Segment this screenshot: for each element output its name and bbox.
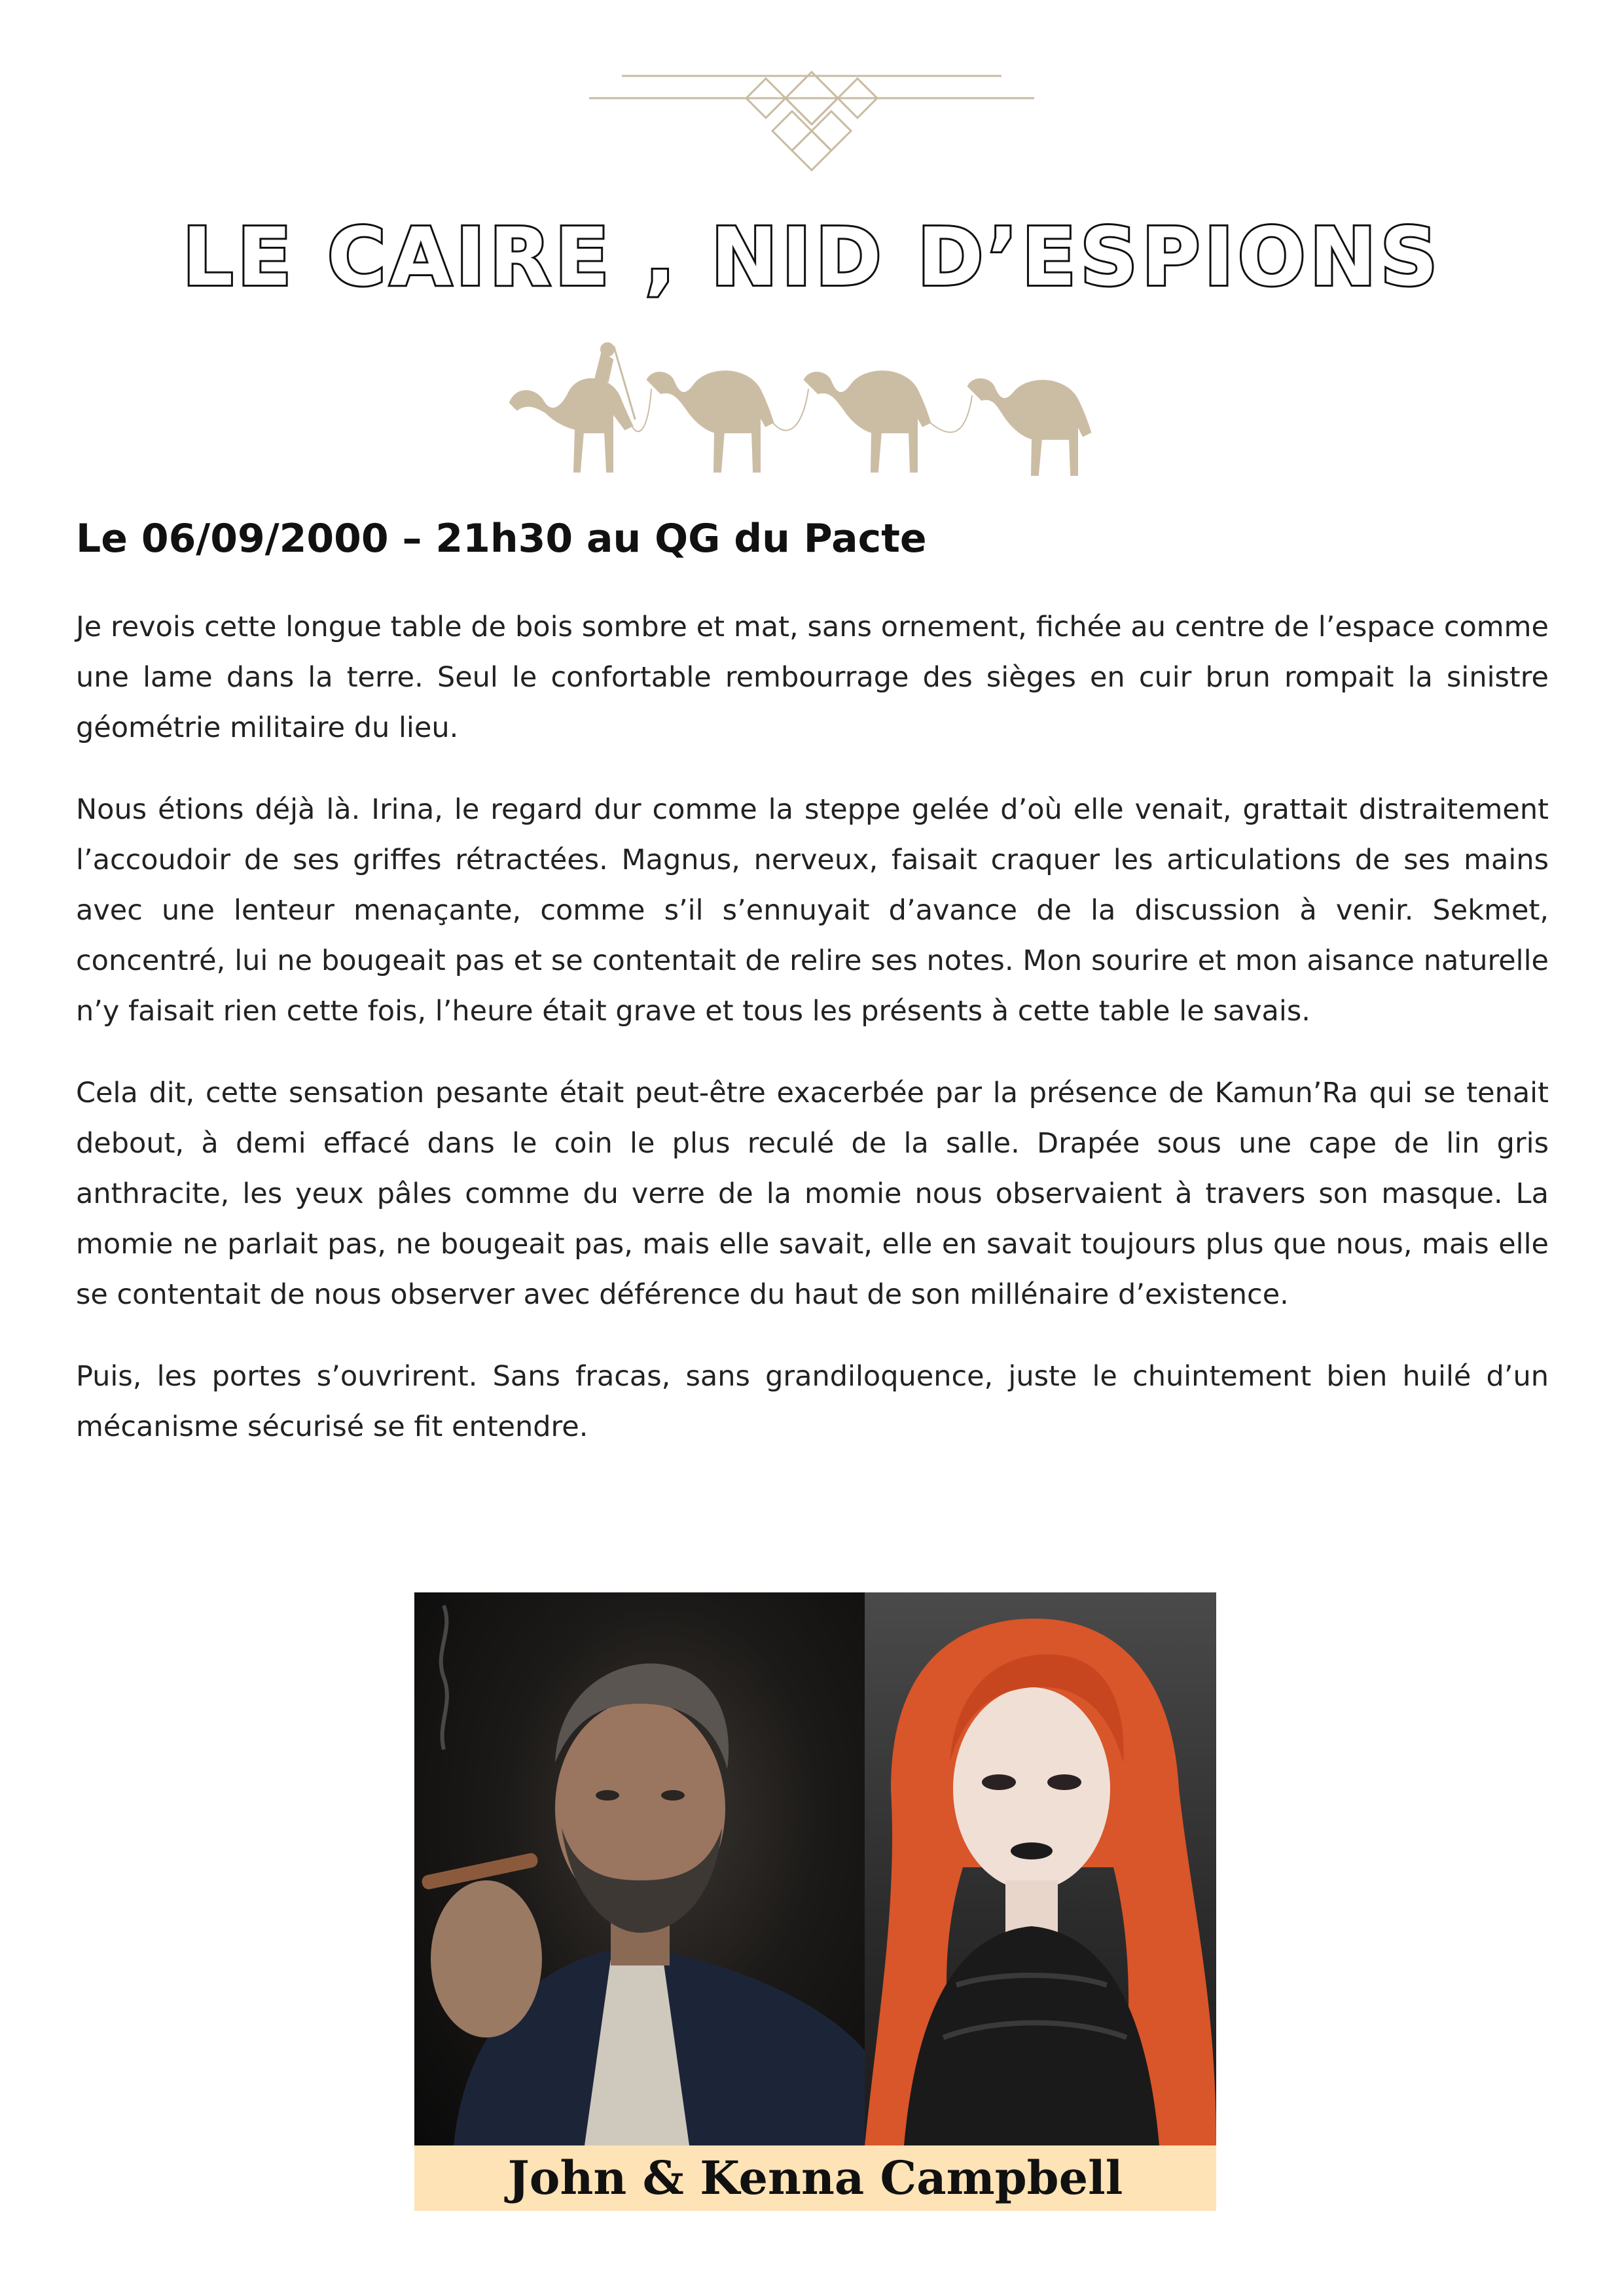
man-portrait-icon bbox=[414, 1592, 865, 2145]
art-deco-ornament bbox=[583, 65, 1041, 183]
camel-caravan-illustration bbox=[497, 340, 1126, 484]
paragraph: Cela dit, cette sensation pesante était peut-être exacerbée par la présence de Kamun’Ra qui se tenait debout, à demi effacé dans le coin le plus reculé de la salle. Drapée sous une cape de lin gris anthracite, les yeux pâles comme du verre de la momie nous observaient à travers son masque. La momie ne parlait pas, ne bougeait pas, mais elle savait, elle en savait toujours plus que nous, mais elle se contentait de nous observer avec déférence du haut de son millénaire d’existence. bbox=[76, 1077, 1549, 1311]
character-portrait-image bbox=[414, 1592, 1216, 2211]
woman-portrait-icon bbox=[865, 1592, 1216, 2145]
page-title: LE CAIRE , NID D’ESPIONS bbox=[182, 211, 1442, 304]
photo-caption: John & Kenna Campbell bbox=[414, 2145, 1216, 2211]
paragraph: Puis, les portes s’ouvrirent. Sans fracas, sans grandiloquence, juste le chuintement bien huilé d’un mécanisme sécurisé se fit entendre. bbox=[76, 1360, 1549, 1443]
paragraph: Je revois cette longue table de bois sombre et mat, sans ornement, fichée au centre de l’espace comme une lame dans la terre. Seul le confortable rembourrage des sièges en cuir brun rompait la sinistre géométrie militaire du lieu. bbox=[76, 611, 1549, 744]
paragraph: Nous étions déjà là. Irina, le regard dur comme la steppe gelée d’où elle venait, grattait distraitement l’accoudoir de ses griffes rétractées. Magnus, nerveux, faisait craquer les articulations de ses mains avec une lenteur menaçante, comme s’il s’ennuyait d’avance de la discussion à venir. Sekmet, concentré, lui ne bougeait pas et se contentait de relire ses notes. Mon sourire et mon aisance naturelle n’y faisait rien cette fois, l’heure était grave et tous les présents à cette table le savais. bbox=[76, 793, 1549, 1028]
red-haired-woman-portrait bbox=[865, 1592, 1216, 2145]
man-with-cigar-portrait bbox=[414, 1592, 865, 2145]
section-heading: Le 06/09/2000 – 21h30 au QG du Pacte bbox=[76, 516, 927, 562]
story-text bbox=[76, 602, 1549, 1484]
